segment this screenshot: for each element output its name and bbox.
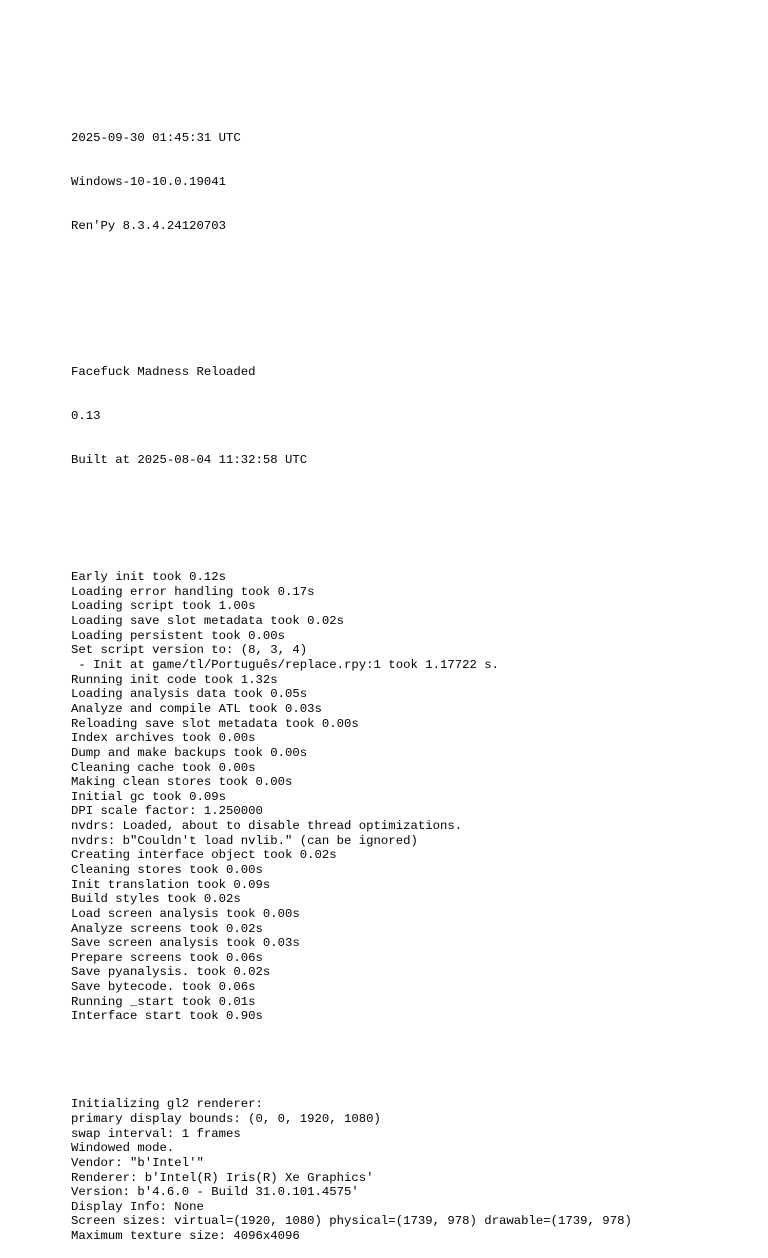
- log-line: nvdrs: Loaded, about to disable thread optimizations.: [71, 819, 463, 834]
- log-line: Load screen analysis took 0.00s: [71, 906, 300, 921]
- log-line: Analyze and compile ATL took 0.03s: [71, 701, 322, 716]
- log-line: swap interval: 1 frames: [71, 1126, 241, 1141]
- renderer-log-section: [71, 1097, 751, 1243]
- log-line: Analyze screens took 0.02s: [71, 921, 263, 936]
- log-line: Early init took 0.12s: [71, 570, 226, 585]
- log-line: Initializing gl2 renderer:: [71, 1097, 263, 1112]
- log-line: DPI scale factor: 1.250000: [71, 804, 263, 819]
- log-line: Loading error handling took 0.17s: [71, 584, 315, 599]
- blank-line: [71, 292, 751, 307]
- log-line: Display Info: None: [71, 1199, 204, 1214]
- game-version-line: 0.13: [71, 409, 101, 424]
- log-line: Creating interface object took 0.02s: [71, 848, 337, 863]
- log-line: Init translation took 0.09s: [71, 877, 271, 892]
- log-line: Save screen analysis took 0.03s: [71, 936, 300, 951]
- log-line: Index archives took 0.00s: [71, 731, 256, 746]
- log-line: primary display bounds: (0, 0, 1920, 1080): [71, 1111, 381, 1126]
- log-line: Set script version to: (8, 3, 4): [71, 643, 308, 658]
- log-document: [71, 72, 751, 1258]
- log-line: Interface start took 0.90s: [71, 1009, 263, 1024]
- log-line: Prepare screens took 0.06s: [71, 950, 263, 965]
- log-line: Initial gc took 0.09s: [71, 789, 226, 804]
- log-line: Save pyanalysis. took 0.02s: [71, 965, 271, 980]
- log-line: nvdrs: b"Couldn't load nvlib." (can be ignored): [71, 833, 418, 848]
- log-line: Reloading save slot metadata took 0.00s: [71, 716, 359, 731]
- log-line: Loading persistent took 0.00s: [71, 628, 286, 643]
- log-line: Loading analysis data took 0.05s: [71, 687, 308, 702]
- log-line: Vendor: "b'Intel'": [71, 1155, 204, 1170]
- log-line: Cleaning cache took 0.00s: [71, 760, 256, 775]
- log-line: Version: b'4.6.0 - Build 31.0.101.4575': [71, 1185, 359, 1200]
- blank-line: [71, 1053, 751, 1068]
- log-line: Cleaning stores took 0.00s: [71, 863, 263, 877]
- log-line: Screen sizes: virtual=(1920, 1080) physical=(1739, 978) drawable=(1739, 978): [71, 1214, 632, 1229]
- log-line: Loading script took 1.00s: [71, 599, 256, 614]
- log-line: Running _start took 0.01s: [71, 994, 256, 1009]
- blank-line: [71, 526, 751, 541]
- engine-line: Ren'Py 8.3.4.24120703: [71, 218, 226, 233]
- log-line: Maximum texture size: 4096x4096: [71, 1229, 300, 1244]
- timestamp-line: 2025-09-30 01:45:31 UTC: [71, 130, 241, 145]
- game-section: [71, 336, 751, 497]
- header-section: [71, 101, 751, 262]
- log-line: Renderer: b'Intel(R) Iris(R) Xe Graphics': [71, 1170, 374, 1185]
- log-line: Making clean stores took 0.00s: [71, 775, 293, 790]
- log-line: Build styles took 0.02s: [71, 892, 241, 907]
- log-line: Loading save slot metadata took 0.02s: [71, 614, 345, 629]
- init-log-section: [71, 570, 751, 1024]
- game-name-line: Facefuck Madness Reloaded: [71, 365, 256, 380]
- log-line: - Init at game/tl/Português/replace.rpy:1 took 1.17722 s.: [71, 658, 500, 673]
- log-line: Running init code took 1.32s: [71, 672, 278, 687]
- log-line: Save bytecode. took 0.06s: [71, 980, 256, 995]
- platform-line: Windows-10-10.0.19041: [71, 174, 226, 189]
- log-line: Windowed mode.: [71, 1141, 175, 1156]
- log-line: Dump and make backups took 0.00s: [71, 745, 308, 760]
- build-date-line: Built at 2025-08-04 11:32:58 UTC: [71, 452, 308, 467]
